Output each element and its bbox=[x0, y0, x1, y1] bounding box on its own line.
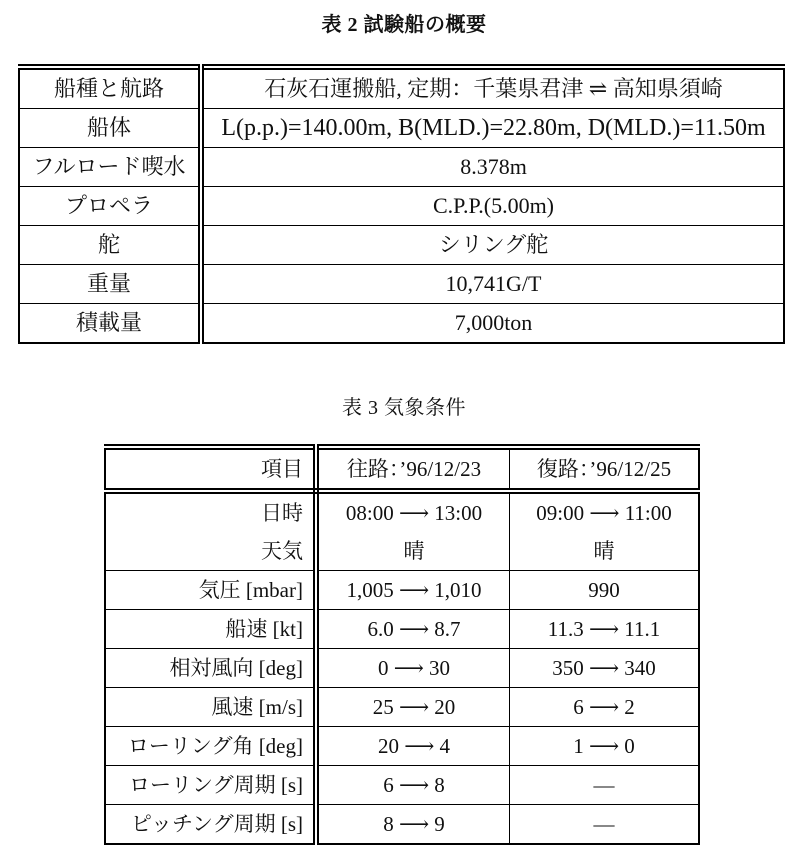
table-row bbox=[105, 610, 699, 649]
outbound-time: 08:00 ⟶ 13:00 bbox=[316, 491, 510, 532]
return-ship-speed: 11.3 ⟶ 11.1 bbox=[510, 610, 700, 649]
table3-caption: 表 3 気象条件 bbox=[342, 397, 466, 419]
outbound-roll-angle: 20 ⟶ 4 bbox=[316, 727, 510, 766]
return-pitch-period: — bbox=[510, 805, 700, 845]
row-label-weather: 天気 bbox=[105, 532, 316, 571]
table-row bbox=[105, 688, 699, 727]
return-pressure: 990 bbox=[510, 571, 700, 610]
table-row bbox=[105, 532, 699, 571]
row-label-pressure: 気圧 [mbar] bbox=[105, 571, 316, 610]
outbound-pitch-period: 8 ⟶ 9 bbox=[316, 805, 510, 845]
header-item: 項目 bbox=[105, 447, 316, 491]
table-row bbox=[105, 491, 699, 532]
table-row bbox=[19, 148, 784, 187]
return-wind-speed: 6 ⟶ 2 bbox=[510, 688, 700, 727]
return-wind-direction: 350 ⟶ 340 bbox=[510, 649, 700, 688]
row-label-hull: 船体 bbox=[19, 109, 201, 148]
table-row bbox=[105, 571, 699, 610]
row-label-roll-angle: ローリング角 [deg] bbox=[105, 727, 316, 766]
row-value-cargo: 7,000ton bbox=[201, 304, 784, 344]
row-label-draft: フルロード喫水 bbox=[19, 148, 201, 187]
return-time: 09:00 ⟶ 11:00 bbox=[536, 501, 672, 525]
table-row bbox=[105, 727, 699, 766]
table-row bbox=[19, 226, 784, 265]
table-row bbox=[19, 187, 784, 226]
row-label-time: 日時 bbox=[105, 491, 316, 532]
row-label-roll-period: ローリング周期 [s] bbox=[105, 766, 316, 805]
outbound-wind-direction: 0 ⟶ 30 bbox=[316, 649, 510, 688]
weather-conditions-table bbox=[104, 444, 700, 845]
table-row bbox=[105, 805, 699, 845]
row-value-rudder: シリング舵 bbox=[201, 226, 784, 265]
outbound-wind-speed: 25 ⟶ 20 bbox=[316, 688, 510, 727]
ship-overview-table bbox=[18, 64, 785, 344]
row-label-tonnage: 重量 bbox=[19, 265, 201, 304]
row-label-route: 船種と航路 bbox=[19, 67, 201, 109]
outbound-ship-speed: 6.0 ⟶ 8.7 bbox=[316, 610, 510, 649]
row-value-propeller: C.P.P.(5.00m) bbox=[201, 187, 784, 226]
table-row bbox=[105, 649, 699, 688]
row-label-ship-speed: 船速 [kt] bbox=[105, 610, 316, 649]
header-return: 復路：’96/12/25 bbox=[510, 447, 700, 491]
row-label-propeller: プロペラ bbox=[19, 187, 201, 226]
table-row bbox=[19, 67, 784, 109]
table-header-row bbox=[105, 447, 699, 491]
row-label-wind-speed: 風速 [m/s] bbox=[105, 688, 316, 727]
table2-caption: 表 2 試験船の概要 bbox=[321, 14, 487, 36]
return-weather: 晴 bbox=[510, 532, 700, 571]
row-label-cargo: 積載量 bbox=[19, 304, 201, 344]
outbound-roll-period: 6 ⟶ 8 bbox=[316, 766, 510, 805]
return-roll-angle: 1 ⟶ 0 bbox=[510, 727, 700, 766]
header-outbound: 往路：’96/12/23 bbox=[316, 447, 510, 491]
row-value-hull: L(p.p.)=140.00m, B(MLD.)=22.80m, D(MLD.)=11.50m bbox=[201, 109, 784, 148]
row-label-pitch-period: ピッチング周期 [s] bbox=[105, 805, 316, 845]
outbound-pressure: 1,005 ⟶ 1,010 bbox=[316, 571, 510, 610]
table-row bbox=[19, 304, 784, 344]
row-label-rudder: 舵 bbox=[19, 226, 201, 265]
row-value-draft: 8.378m bbox=[201, 148, 784, 187]
row-value-route: 石灰石運搬船, 定期：千葉県君津 ⇌ 高知県須崎 bbox=[201, 67, 784, 109]
outbound-weather: 晴 bbox=[316, 532, 510, 571]
row-value-tonnage: 10,741G/T bbox=[201, 265, 784, 304]
table-row bbox=[19, 109, 784, 148]
table-row bbox=[105, 766, 699, 805]
row-label-wind-direction: 相対風向 [deg] bbox=[105, 649, 316, 688]
return-roll-period: — bbox=[510, 766, 700, 805]
table-row bbox=[19, 265, 784, 304]
